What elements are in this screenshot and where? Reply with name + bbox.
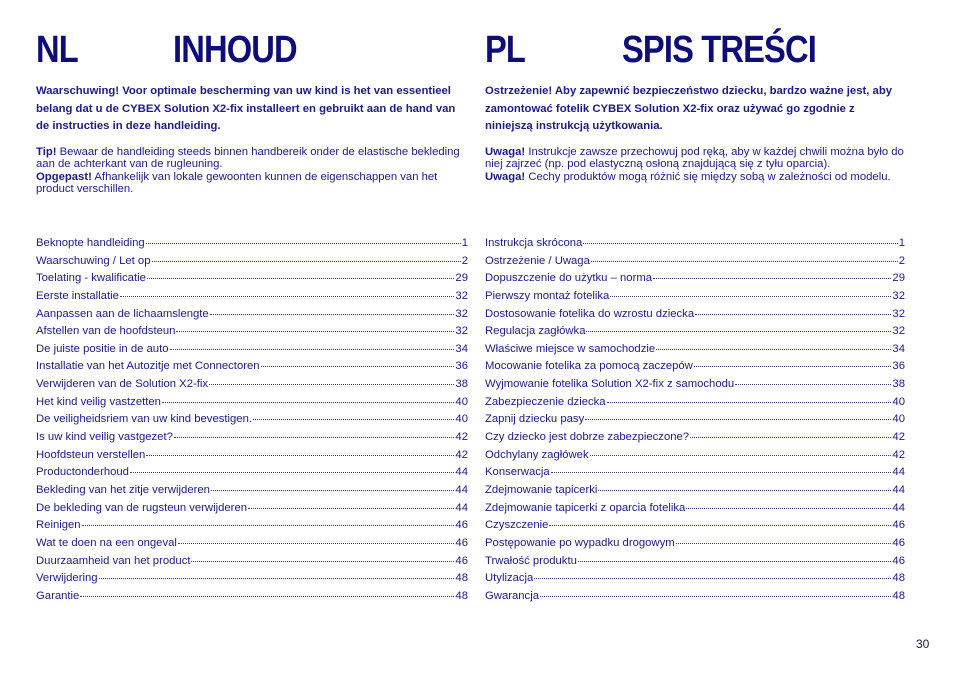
toc-dot-leader <box>146 455 454 456</box>
toc-dot-leader <box>586 331 891 332</box>
toc-entry-label: Hoofdsteun verstellen <box>36 448 146 461</box>
toc-entry-page: 32 <box>892 325 905 338</box>
page-number: 30 <box>916 637 930 651</box>
toc-entry-page: 40 <box>455 395 468 408</box>
toc-entry-page: 32 <box>455 307 468 320</box>
warning-text-nl: Waarschuwing! Voor optimale bescherming van uw kind is het van essentieel belang dat u de CYBEX Solution X2-fix installeert en gebruikt aan de hand van de instructies in deze handleiding. <box>36 85 456 132</box>
toc-dot-leader <box>598 490 891 491</box>
toc-entry <box>485 272 905 290</box>
toc-entry <box>485 325 905 343</box>
toc-entry-label: Zapnij dziecku pasy <box>485 413 585 426</box>
toc-entry-page: 32 <box>892 289 905 302</box>
toc-dot-leader <box>540 596 891 597</box>
toc-dot-leader <box>253 419 454 420</box>
toc-entry-page: 48 <box>892 572 905 585</box>
toc-entry-page: 1 <box>461 237 468 249</box>
section-title-pl: SPIS TREŚCI <box>622 29 816 71</box>
caution-text-nl: Afhankelijk van lokale gewoonten kunnen de eigenschappen van het product verschillen. <box>36 170 438 195</box>
toc-entry <box>485 290 905 308</box>
toc-entry-label: Dopuszczenie do użytku – norma <box>485 272 653 285</box>
toc-entry-page: 48 <box>455 572 468 585</box>
toc-entry-page: 44 <box>892 466 905 479</box>
toc-entry-label: Gwarancja <box>485 589 539 602</box>
toc-entry-page: 44 <box>455 483 468 496</box>
toc-entry-page: 36 <box>455 360 468 373</box>
toc-entry-label: Het kind veilig vastzetten <box>36 395 161 408</box>
toc-entry <box>485 343 905 361</box>
table-of-contents-pl <box>485 237 905 607</box>
toc-entry-label: Bekleding van het zitje verwijderen <box>36 483 210 496</box>
toc-entry-page: 2 <box>461 254 468 267</box>
toc-entry-label: Utylizacja <box>485 572 534 585</box>
toc-entry-label: Waarschuwing / Let op <box>36 254 151 267</box>
notes-pl <box>485 146 905 183</box>
toc-entry-page: 46 <box>892 554 905 567</box>
toc-entry <box>36 396 468 414</box>
toc-entry <box>485 255 905 273</box>
toc-entry-label: Odchylany zagłówek <box>485 448 589 461</box>
toc-entry <box>36 308 468 326</box>
toc-dot-leader <box>686 508 891 509</box>
toc-entry <box>36 555 468 573</box>
toc-entry-label: Wat te doen na een ongeval <box>36 536 177 549</box>
toc-entry-page: 44 <box>892 501 905 514</box>
language-code-nl: NL <box>36 29 78 71</box>
toc-entry <box>36 572 468 590</box>
toc-entry <box>36 378 468 396</box>
toc-entry <box>36 343 468 361</box>
toc-dot-leader <box>130 472 454 473</box>
toc-dot-leader <box>152 261 461 262</box>
tip-text-nl: Bewaar de handleiding steeds binnen handbereik onder de elastische bekleding aan de achterkant van de rugleuning. <box>36 146 460 171</box>
toc-entry-page: 44 <box>892 483 905 496</box>
toc-entry-label: Dostosowanie fotelika do wzrostu dziecka <box>485 307 695 320</box>
toc-entry <box>36 431 468 449</box>
warning-text-pl: Ostrzeżenie! Aby zapewnić bezpieczeństwo dziecku, bardzo ważne jest, aby zamontować fotelik CYBEX Solution X2-fix oraz używać go zgodnie z niniejszą instrukcją użytkowania. <box>485 85 893 132</box>
toc-dot-leader <box>690 437 891 438</box>
toc-entry-label: Trwałość produktu <box>485 554 577 567</box>
toc-entry-label: Toelating - kwalificatie <box>36 272 146 285</box>
caution-label-pl: Uwaga! <box>485 170 526 183</box>
toc-entry-label: Zdejmowanie tapicerki z oparcia fotelika <box>485 501 686 514</box>
section-title-nl: INHOUD <box>173 29 297 71</box>
toc-dot-leader <box>694 366 892 367</box>
toc-entry <box>485 537 905 555</box>
toc-dot-leader <box>120 296 455 297</box>
table-of-contents-nl <box>36 237 468 607</box>
toc-entry-label: Właściwe miejsce w samochodzie <box>485 342 656 355</box>
toc-dot-leader <box>590 455 892 456</box>
toc-entry-page: 40 <box>892 395 905 408</box>
toc-entry-label: Pierwszy montaż fotelika <box>485 289 610 302</box>
toc-entry-label: Eerste installatie <box>36 289 119 302</box>
toc-entry-page: 48 <box>455 589 468 602</box>
toc-dot-leader <box>534 578 891 579</box>
tip-text-pl: Instrukcje zawsze przechowuj pod ręką, aby w każdej chwili można było do niej zajrzeć (np. pod elastyczną osłoną znajdującą się z tyłu oparcia). <box>485 146 904 171</box>
toc-entry-label: Duurzaamheid van het product <box>36 554 191 567</box>
toc-entry <box>36 537 468 555</box>
toc-entry <box>485 590 905 608</box>
toc-entry <box>36 272 468 290</box>
toc-dot-leader <box>147 278 455 279</box>
toc-entry-label: Verwijdering <box>36 572 98 585</box>
toc-entry-page: 34 <box>455 342 468 355</box>
toc-entry-page: 29 <box>892 272 905 285</box>
toc-entry <box>36 466 468 484</box>
toc-entry-label: Czyszczenie <box>485 519 549 532</box>
toc-entry-label: Garantie <box>36 589 80 602</box>
toc-entry <box>36 590 468 608</box>
toc-dot-leader <box>210 314 455 315</box>
caution-label-nl: Opgepast! <box>36 170 92 183</box>
caution-text-pl: Cechy produktów mogą różnić się między sobą w zależności od modelu. <box>525 170 891 183</box>
toc-entry-label: Zabezpieczenie dziecka <box>485 395 606 408</box>
toc-entry-page: 1 <box>898 237 905 249</box>
toc-entry <box>36 237 468 255</box>
tip-label-pl: Uwaga! <box>485 146 526 158</box>
toc-dot-leader <box>583 243 897 244</box>
toc-entry-label: De juiste positie in de auto <box>36 342 169 355</box>
toc-entry <box>485 572 905 590</box>
language-code-pl: PL <box>485 29 526 71</box>
toc-entry-label: Regulacja zagłówka <box>485 325 586 338</box>
toc-entry-page: 46 <box>455 519 468 532</box>
toc-entry <box>485 237 905 255</box>
toc-entry <box>485 449 905 467</box>
toc-dot-leader <box>146 243 461 244</box>
toc-entry <box>485 378 905 396</box>
toc-dot-leader <box>80 596 454 597</box>
toc-entry-page: 38 <box>455 378 468 391</box>
toc-entry-label: Konserwacja <box>485 466 550 479</box>
toc-entry <box>485 396 905 414</box>
toc-dot-leader <box>653 278 891 279</box>
toc-entry-label: Czy dziecko jest dobrze zabezpieczone? <box>485 431 690 444</box>
toc-dot-leader <box>261 366 455 367</box>
toc-dot-leader <box>735 384 891 385</box>
toc-entry-label: Zdejmowanie tapicerki <box>485 483 598 496</box>
toc-entry-page: 29 <box>455 272 468 285</box>
toc-entry <box>36 484 468 502</box>
toc-entry-label: De veiligheidsriem van uw kind bevestigen. <box>36 413 253 426</box>
toc-entry-label: Ostrzeżenie / Uwaga <box>485 254 590 267</box>
toc-entry-label: Wyjmowanie fotelika Solution X2-fix z samochodu <box>485 378 735 391</box>
toc-entry <box>36 360 468 378</box>
toc-entry <box>36 325 468 343</box>
toc-dot-leader <box>170 349 455 350</box>
toc-dot-leader <box>162 402 454 403</box>
toc-entry-label: Verwijderen van de Solution X2-fix <box>36 378 209 391</box>
toc-dot-leader <box>176 331 454 332</box>
toc-dot-leader <box>174 437 455 438</box>
toc-dot-leader <box>607 402 892 403</box>
toc-dot-leader <box>248 508 454 509</box>
toc-entry-page: 46 <box>455 536 468 549</box>
toc-entry <box>485 308 905 326</box>
toc-entry-label: Installatie van het Autozitje met Connectoren <box>36 360 260 373</box>
toc-entry-page: 42 <box>892 431 905 444</box>
notes-nl <box>36 146 468 195</box>
toc-entry-label: Is uw kind veilig vastgezet? <box>36 431 173 444</box>
toc-dot-leader <box>585 419 891 420</box>
toc-dot-leader <box>578 561 892 562</box>
toc-dot-leader <box>551 472 892 473</box>
toc-dot-leader <box>656 349 891 350</box>
toc-entry <box>485 360 905 378</box>
toc-entry-page: 38 <box>892 378 905 391</box>
toc-entry-label: Productonderhoud <box>36 466 129 479</box>
toc-entry-label: Instrukcja skrócona <box>485 237 583 249</box>
toc-dot-leader <box>178 543 455 544</box>
toc-dot-leader <box>99 578 455 579</box>
toc-entry-page: 2 <box>898 254 905 267</box>
toc-dot-leader <box>191 561 454 562</box>
section-header-pl <box>485 28 905 72</box>
toc-entry <box>36 502 468 520</box>
toc-entry <box>36 519 468 537</box>
toc-entry <box>36 290 468 308</box>
toc-entry-page: 42 <box>455 431 468 444</box>
toc-dot-leader <box>610 296 891 297</box>
toc-dot-leader <box>82 525 455 526</box>
toc-entry <box>485 555 905 573</box>
toc-entry-page: 46 <box>892 519 905 532</box>
toc-entry-page: 36 <box>892 360 905 373</box>
toc-entry-page: 32 <box>892 307 905 320</box>
toc-entry <box>36 413 468 431</box>
toc-entry-label: Mocowanie fotelika za pomocą zaczepów <box>485 360 693 373</box>
toc-entry <box>485 484 905 502</box>
toc-dot-leader <box>695 314 891 315</box>
toc-entry-page: 32 <box>455 289 468 302</box>
toc-entry-page: 40 <box>892 413 905 426</box>
toc-entry-page: 40 <box>455 413 468 426</box>
toc-dot-leader <box>676 543 892 544</box>
toc-entry-page: 42 <box>892 448 905 461</box>
toc-entry <box>485 519 905 537</box>
toc-entry <box>485 466 905 484</box>
toc-entry-label: Beknopte handleiding <box>36 237 145 249</box>
toc-entry-page: 42 <box>455 448 468 461</box>
toc-entry <box>36 255 468 273</box>
toc-entry-page: 34 <box>892 342 905 355</box>
toc-entry-page: 46 <box>455 554 468 567</box>
toc-entry-page: 48 <box>892 589 905 602</box>
toc-dot-leader <box>591 261 898 262</box>
toc-entry <box>485 502 905 520</box>
toc-entry <box>36 449 468 467</box>
toc-entry-page: 44 <box>455 501 468 514</box>
toc-dot-leader <box>549 525 891 526</box>
toc-entry-label: Afstellen van de hoofdsteun <box>36 325 176 338</box>
toc-entry-label: De bekleding van de rugsteun verwijderen <box>36 501 248 514</box>
toc-entry-page: 46 <box>892 536 905 549</box>
section-header-nl <box>36 28 468 72</box>
toc-entry <box>485 413 905 431</box>
toc-dot-leader <box>209 384 454 385</box>
toc-entry-label: Postępowanie po wypadku drogowym <box>485 536 675 549</box>
toc-entry-page: 44 <box>455 466 468 479</box>
toc-dot-leader <box>211 490 454 491</box>
toc-entry-label: Aanpassen aan de lichaamslengte <box>36 307 209 320</box>
toc-entry-label: Reinigen <box>36 519 81 532</box>
toc-entry-page: 32 <box>455 325 468 338</box>
tip-label-nl: Tip! <box>36 146 57 158</box>
toc-entry <box>485 431 905 449</box>
